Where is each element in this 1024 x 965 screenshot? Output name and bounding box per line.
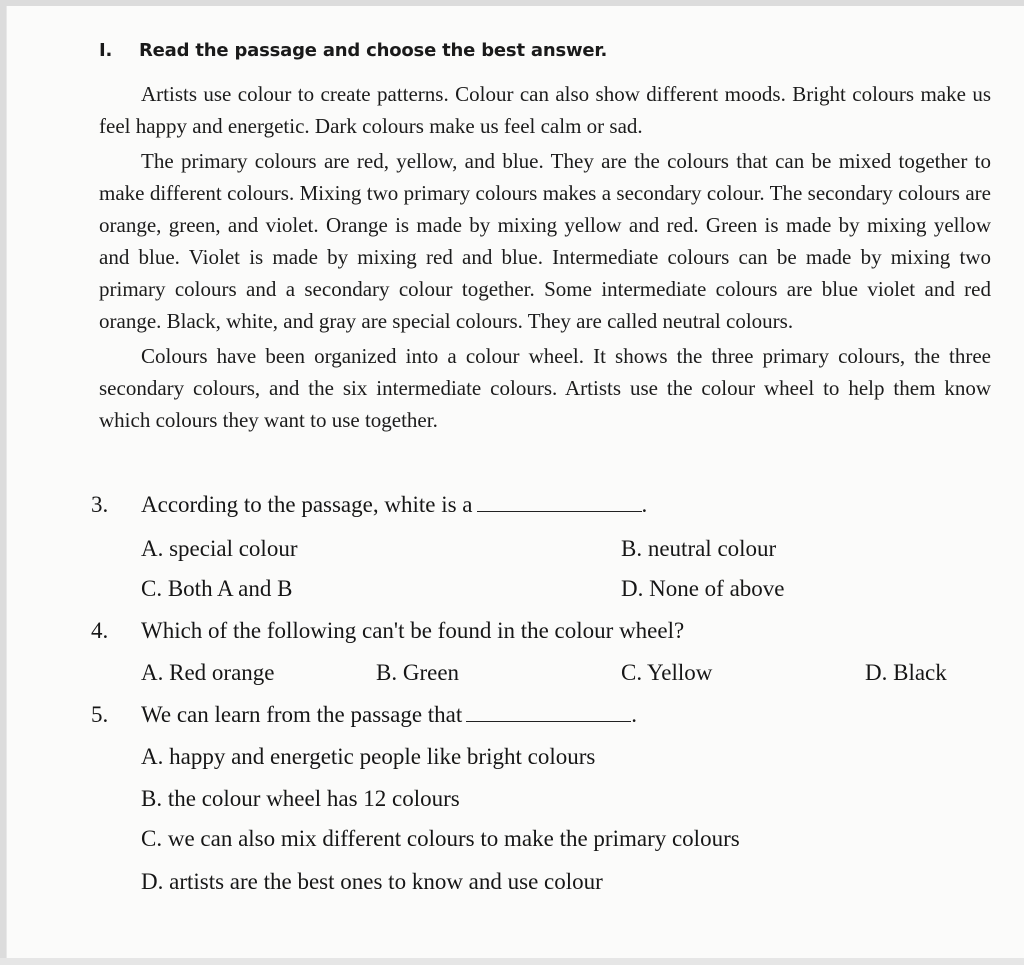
question-3-option-d[interactable]: D. None of above <box>621 576 785 601</box>
reading-passage <box>99 78 991 439</box>
passage-paragraph-1: Artists use colour to create patterns. Colour can also show different moods. Bright colours make us feel happy and energetic. Dark colours make us feel calm or sad. <box>99 82 991 138</box>
question-3-option-b[interactable]: B. neutral colour <box>621 536 777 561</box>
question-number: 5. <box>91 702 109 727</box>
section-number: I. <box>99 40 113 61</box>
question-3-option-c[interactable]: C. Both A and B <box>141 576 293 601</box>
question-number: 4. <box>91 618 109 643</box>
question-number: 3. <box>91 492 109 517</box>
passage-paragraph-3: Colours have been organized into a colour wheel. It shows the three primary colours, the three secondary colours, and the six intermediate colours. Artists use the colour wheel to help them know which colours they want to use together. <box>99 344 991 432</box>
question-4-option-c[interactable]: C. Yellow <box>621 660 713 685</box>
question-4 <box>91 616 1011 646</box>
question-5-option-c[interactable]: C. we can also mix different colours to make the primary colours <box>141 826 740 851</box>
question-5-option-d[interactable]: D. artists are the best ones to know and use colour <box>141 869 603 894</box>
question-4-option-a[interactable]: A. Red orange <box>141 660 275 685</box>
section-instruction: Read the passage and choose the best answer. <box>139 40 608 61</box>
question-5-option-a[interactable]: A. happy and energetic people like bright colours <box>141 744 596 769</box>
page-bottom-edge <box>0 958 1024 965</box>
question-5-option-b[interactable]: B. the colour wheel has 12 colours <box>141 786 460 811</box>
question-stem: We can learn from the passage that <box>141 702 463 727</box>
question-3-option-a[interactable]: A. special colour <box>141 536 298 561</box>
question-3 <box>91 490 1011 520</box>
question-4-option-b[interactable]: B. Green <box>376 660 460 685</box>
question-stem: According to the passage, white is a <box>141 492 473 517</box>
question-5 <box>91 700 1011 730</box>
question-stem: Which of the following can't be found in the colour wheel? <box>141 618 685 643</box>
question-4-option-d[interactable]: D. Black <box>865 660 947 685</box>
question-end: . <box>641 492 648 517</box>
answer-blank <box>477 493 642 512</box>
worksheet-page <box>6 6 1024 958</box>
section-heading <box>99 40 607 61</box>
passage-paragraph-2: The primary colours are red, yellow, and blue. They are the colours that can be mixed together to make different colours. Mixing two primary colours makes a secondary colour. The secondary colours are orange, green, and violet. Orange is made by mixing yellow and red. Green is made by mixing yellow and blue. Violet is made by mixing red and blue. Intermediate colours can be made by mixing two primary colours and a secondary colour together. Some intermediate colours are blue violet and red orange. Black, white, and gray are special colours. They are called neutral colours. <box>99 149 991 333</box>
answer-blank <box>466 703 631 722</box>
question-end: . <box>631 702 638 727</box>
